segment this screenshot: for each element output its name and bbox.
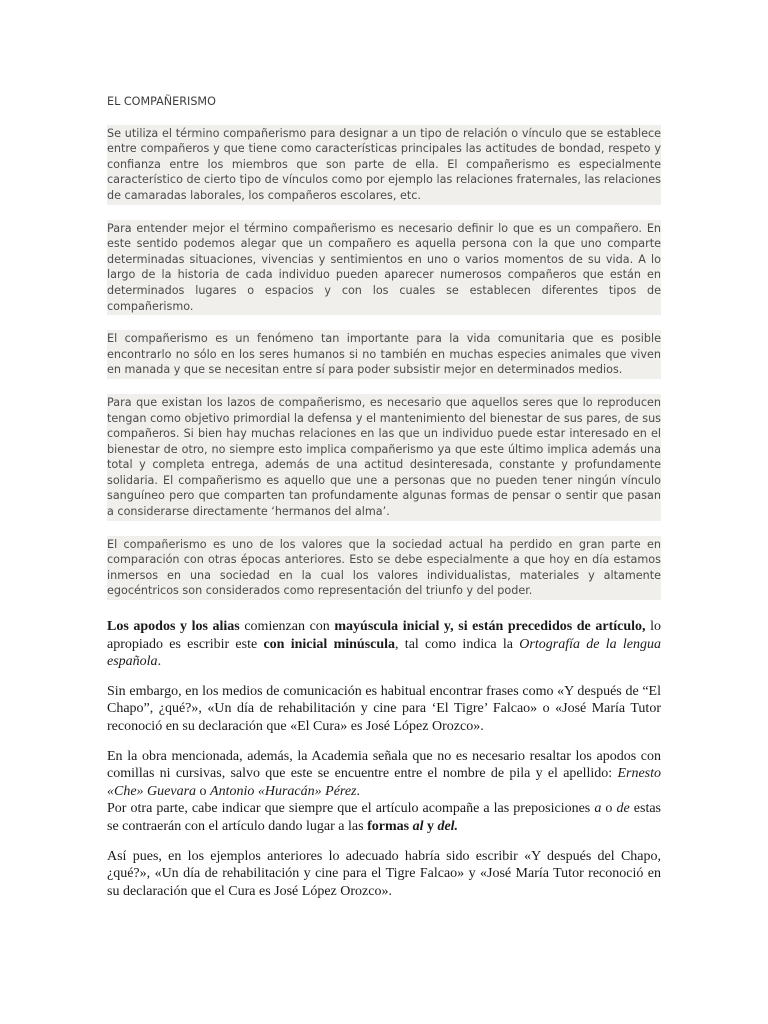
italic-text: Ortografía de la lengua española	[107, 636, 661, 670]
highlighted-paragraph: Para que existan los lazos de compañerismo, es necesario que aquellos seres que lo reproducen tengan como objetivo primordial la defensa y el mantenimiento del bienestar de sus pares, de sus compañeros. Si bien hay muchas relaciones en las que un individuo puede estar interesado en el bienestar de otro, no siempre esto implica compañerismo ya que este último implica además una total y completa entrega, además de una actitud desinteresada, constante y profundamente solidaria. El compañerismo es aquello que une a personas que no pueden tener ningún vínculo sanguíneo pero que comparten tan profundamente algunas formas de pensar o sentir que pasan a considerarse directamente ‘hermanos del alma’.	[107, 394, 661, 521]
text-span: Por otra parte, cabe indicar que siempre que el artículo acompañe a las preposiciones	[107, 801, 595, 817]
text-span: comienzan con	[239, 619, 335, 635]
text-span: .	[157, 654, 162, 670]
text-span: , tal como indica la	[395, 636, 520, 652]
paragraph-group	[107, 748, 661, 836]
bold-italic-text-inner: al	[412, 818, 424, 834]
text-span: o	[601, 801, 617, 817]
paragraph-examples: Sin embargo, en los medios de comunicación es habitual encontrar frases como «Y después de “El Chapo”, ¿qué?», «Un día de rehabilitación y cine para ‘El Tigre’ Falcao» o «José María Tutor reconoció en su declaración que «El Cura» es José López Orozco».	[107, 683, 661, 734]
bold-italic-text	[437, 819, 458, 834]
italic-text: Ernesto «Che» Guevara	[107, 766, 661, 799]
highlighted-paragraph: El compañerismo es un fenómeno tan importante para la vida comunitaria que es posible encontrarlo no sólo en los seres humanos si no también en muchas especies animales que viven en manada y que se necesitan entre sí para poder subsistir mejor en determinados medios.	[107, 330, 661, 379]
paragraph-contracciones	[107, 800, 661, 835]
italic-text: a	[594, 801, 602, 817]
bold-text: con inicial minúscula	[263, 636, 396, 652]
text-span: .	[356, 783, 361, 799]
document-title: EL COMPAÑERISMO	[107, 95, 216, 108]
bold-text: Los apodos y los alias	[107, 619, 240, 635]
italic-text: Antonio «Huracán» Pérez	[210, 783, 357, 799]
paragraph-apodos-intro	[107, 618, 661, 671]
paragraph-conclusion: Así pues, en los ejemplos anteriores lo adecuado habría sido escribir «Y después del Chapo, ¿qué?», «Un día de rehabilitación y cine para el Tigre Falcao» y «José María Tutor reconoció en su declaración que el Cura es José López Orozco».	[107, 848, 661, 899]
bold-text: y	[423, 818, 438, 834]
bold-text: formas	[367, 818, 413, 834]
bold-italic-text-inner: del.	[437, 818, 459, 834]
text-span: estas se contraerán con el artículo dando lugar a las	[107, 801, 662, 834]
highlighted-paragraph: Para entender mejor el término compañerismo es necesario definir lo que es un compañero. En este sentido podemos alegar que un compañero es aquella persona con la que uno comparte determinadas situaciones, vivencias y sentimientos en uno o varios momentos de su vida. A lo largo de la historia de cada individuo pueden aparecer numerosos compañeros que están en determinados lugares o espacios y con los cuales se establecen diferentes tipos de compañerismo.	[107, 220, 661, 316]
text-span: o	[196, 783, 211, 799]
highlighted-paragraph: Se utiliza el término compañerismo para designar a un tipo de relación o vínculo que se establece entre compañeros y que tiene como características principales las actitudes de bondad, respeto y confianza entre los miembros que son parte de ella. El compañerismo es especialmente característico de cierto tipo de vínculos como por ejemplo las relaciones fraternales, las relaciones de camaradas laborales, los compañeros escolares, etc.	[107, 125, 661, 205]
highlighted-paragraph: El compañerismo es uno de los valores que la sociedad actual ha perdido en gran parte en comparación con otras épocas anteriores. Esto se debe especialmente a que hoy en día estamos inmersos en una sociedad en la cual los valores individualistas, materiales y altamente egocéntricos son considerados como representación del triunfo y del poder.	[107, 536, 661, 600]
text-span: En la obra mencionada, además, la Academia señala que no es necesario resaltar los apodos con comillas ni cursivas, salvo que este se encuentre entre el nombre de pila y el apellido:	[107, 748, 661, 782]
bold-italic-text	[413, 819, 424, 834]
bold-text: mayúscula inicial y, si están precedidos de artículo,	[334, 619, 646, 635]
paragraph-academia	[107, 748, 661, 801]
italic-text: de	[616, 801, 630, 817]
text-span: lo apropiado es escribir este	[107, 619, 661, 652]
document-page	[107, 94, 661, 912]
